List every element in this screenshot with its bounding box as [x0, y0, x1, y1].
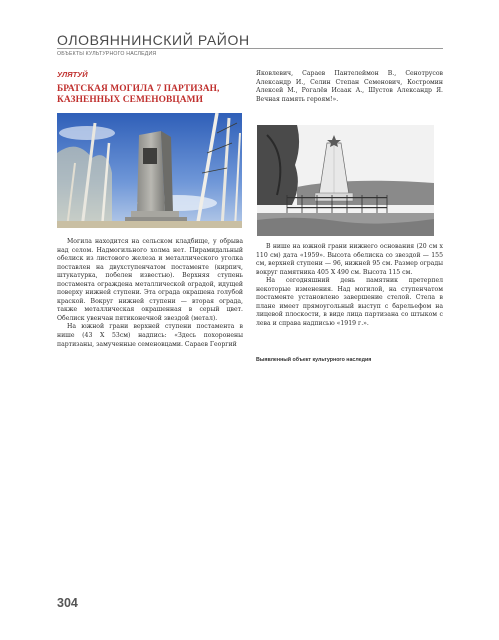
- header-divider: [57, 48, 443, 49]
- section-title: ОЛОВЯННИНСКИЙ РАЙОН: [57, 32, 250, 48]
- left-column-text: [57, 238, 243, 349]
- monument-photo-bw: [257, 125, 434, 236]
- page-number: 304: [57, 596, 78, 610]
- entry-heading: [57, 70, 243, 105]
- object-title-line-1: БРАТСКАЯ МОГИЛА 7 ПАРТИЗАН,: [57, 84, 220, 94]
- monument-photo-color: [57, 113, 242, 228]
- section-subtitle: ОБЪЕКТЫ КУЛЬТУРНОГО НАСЛЕДИЯ: [57, 51, 157, 57]
- object-title-line-2: КАЗНЕННЫХ СЕМЕНОВЦАМИ: [57, 94, 203, 105]
- paragraph: На сегодняшний день памятник претерпел некоторые изменения. Над могилой, на ступенчатом постаменте установлено завершение стелой. Стела в плане имеет прямоугольный выступ с барельефом на лицевой плоскости, в виде лица партизана со штыком с лева и справа надписью «1919 г.».: [256, 277, 443, 327]
- monument-photo-color-image: [57, 113, 242, 228]
- right-column-text: [256, 243, 443, 328]
- place-name: УЛЯТУЙ: [57, 70, 88, 79]
- heritage-status: Выявленный объект культурного наследия: [256, 357, 372, 363]
- paragraph: Могила находится на сельском кладбище, у обрыва над селом. Надмогильного холма нет. Пирамидальный обелиск из листового железа и металлического уголка поставлен на двухступенчатом постаменте (кирпич, штукатурка, побелен известью). Верхняя ступень постамента ограждена металлической оградой, идущей поверху нижней ступени. Эта ограда окрашена голубой краской. Вокруг нижней ступени — вторая ограда, также металлическая окрашенная в серый цвет. Обелиск увенчан пятиконечной звездой (метал).: [57, 238, 243, 322]
- monument-photo-bw-image: [257, 125, 434, 236]
- right-column-top-text: [256, 70, 443, 104]
- paragraph: На южной грани верхней ступени постамента в нише (43 Х 53см) надпись: «Здесь похоронены партизаны, замученные семеновцами. Сараев Георгий: [57, 323, 243, 348]
- paragraph: В нише на южной грани нижнего основания (20 см х 110 см) дата «1959». Высота обелиска со звездой — 155 см, верхней ступени — 96, нижней 95 см. Размер ограды вокруг памятника 405 Х 490 см. Высота 115 см.: [256, 243, 443, 276]
- paragraph-continued: Яковлевич, Сараев Пантелеймон В., Сенотрусов Александр И., Селин Степан Семенович, Костромин Алексей М., Рогалёв Исаак А., Шустов Александр Я. Вечная память героям!».: [256, 70, 443, 103]
